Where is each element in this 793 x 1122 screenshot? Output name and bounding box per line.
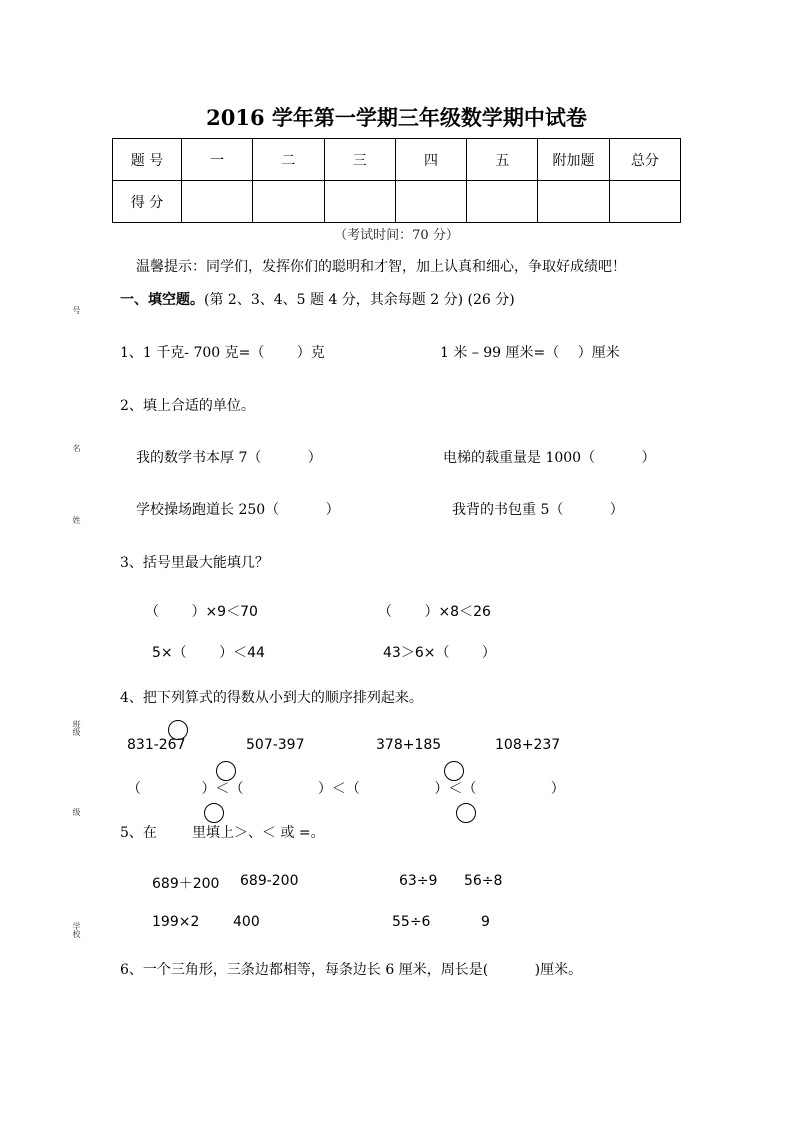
question-2-stem: 2、填上合适的单位。 — [120, 398, 255, 414]
score-table-header-row — [113, 139, 681, 181]
question-5-expr: 9 — [481, 914, 490, 930]
binding-mark: 级 — [72, 808, 81, 816]
question-5-expr: 400 — [233, 914, 260, 930]
score-table-cell: 五 — [467, 139, 538, 181]
score-table-cell: 三 — [324, 139, 395, 181]
question-3-b: （ ）×8＜26 — [378, 604, 491, 620]
comparison-circle[interactable] — [216, 761, 236, 781]
score-table-cell: 附加题 — [538, 139, 609, 181]
question-4-order: （ ）＜（ ）＜（ ）＜（ ） — [127, 781, 565, 797]
question-5-expr: 56÷8 — [464, 873, 503, 889]
binding-mark: 号 — [72, 306, 81, 314]
question-3-c: 5×（ ）＜44 — [152, 645, 265, 661]
question-2-a: 我的数学书本厚 7（ ） — [136, 450, 322, 466]
section-note: (第 2、3、4、5 题 4 分，其余每题 2 分) (26 分) — [204, 292, 515, 308]
binding-mark: 学校 — [72, 922, 81, 938]
score-input-cell[interactable] — [538, 181, 609, 223]
score-table-cell: 总分 — [609, 139, 680, 181]
comparison-circle[interactable] — [456, 803, 476, 823]
question-2-d: 我背的书包重 5（ ） — [452, 502, 624, 518]
question-4-expr: 108+237 — [495, 737, 561, 753]
tip-text: 温馨提示：同学们，发挥你们的聪明和才智，加上认真和细心，争取好成绩吧！ — [136, 259, 626, 275]
question-1-right: 1 米 – 99 厘米=（ ）厘米 — [440, 345, 620, 361]
question-3-a: （ ）×9＜70 — [145, 604, 258, 620]
question-6: 6、一个三角形，三条边都相等，每条边长 6 厘米，周长是( )厘米。 — [120, 962, 583, 978]
question-4-expr: 831-267 — [127, 737, 186, 753]
comparison-circle[interactable] — [204, 803, 224, 823]
section-label: 一、填空题。 — [120, 292, 204, 308]
section-heading — [120, 289, 515, 309]
score-input-cell[interactable] — [609, 181, 680, 223]
question-5-expr: 689-200 — [240, 873, 299, 889]
question-5-stem-b: 里填上＞、＜ 或 =。 — [192, 825, 325, 841]
score-table — [112, 138, 681, 223]
question-5-expr: 63÷9 — [399, 873, 438, 889]
binding-mark: 姓 — [72, 516, 81, 524]
question-5-stem-a: 5、在 — [120, 825, 157, 841]
question-5-expr: 55÷6 — [392, 914, 431, 930]
score-table-cell: 二 — [253, 139, 324, 181]
score-input-cell[interactable] — [253, 181, 324, 223]
question-3-d: 43＞6×（ ） — [383, 645, 496, 661]
question-2-b: 电梯的载重量是 1000（ ） — [443, 450, 656, 466]
binding-mark: 班级 — [72, 720, 81, 736]
comparison-circle[interactable] — [168, 720, 188, 740]
exam-time: （考试时间：70 分） — [334, 228, 459, 243]
score-table-cell: 题 号 — [113, 139, 182, 181]
question-4-expr: 378+185 — [376, 737, 442, 753]
question-1-left: 1、1 千克- 700 克=（ ）克 — [120, 345, 325, 361]
score-input-cell[interactable] — [467, 181, 538, 223]
question-5-expr: 199×2 — [152, 914, 200, 930]
score-input-cell[interactable] — [324, 181, 395, 223]
question-2-c: 学校操场跑道长 250（ ） — [136, 502, 340, 518]
page-title: 2016 学年第一学期三年级数学期中试卷 — [206, 105, 587, 130]
score-table-cell: 一 — [182, 139, 253, 181]
score-input-cell[interactable] — [395, 181, 466, 223]
comparison-circle[interactable] — [444, 761, 464, 781]
score-table-cell: 得 分 — [113, 181, 182, 223]
question-4-expr: 507-397 — [246, 737, 305, 753]
binding-mark: 名 — [72, 444, 81, 452]
score-input-cell[interactable] — [182, 181, 253, 223]
question-3-stem: 3、括号里最大能填几？ — [120, 555, 269, 571]
question-5-expr: 689＋200 — [152, 876, 220, 892]
score-table-score-row — [113, 181, 681, 223]
question-4-stem: 4、把下列算式的得数从小到大的顺序排列起来。 — [120, 690, 423, 706]
score-table-cell: 四 — [395, 139, 466, 181]
